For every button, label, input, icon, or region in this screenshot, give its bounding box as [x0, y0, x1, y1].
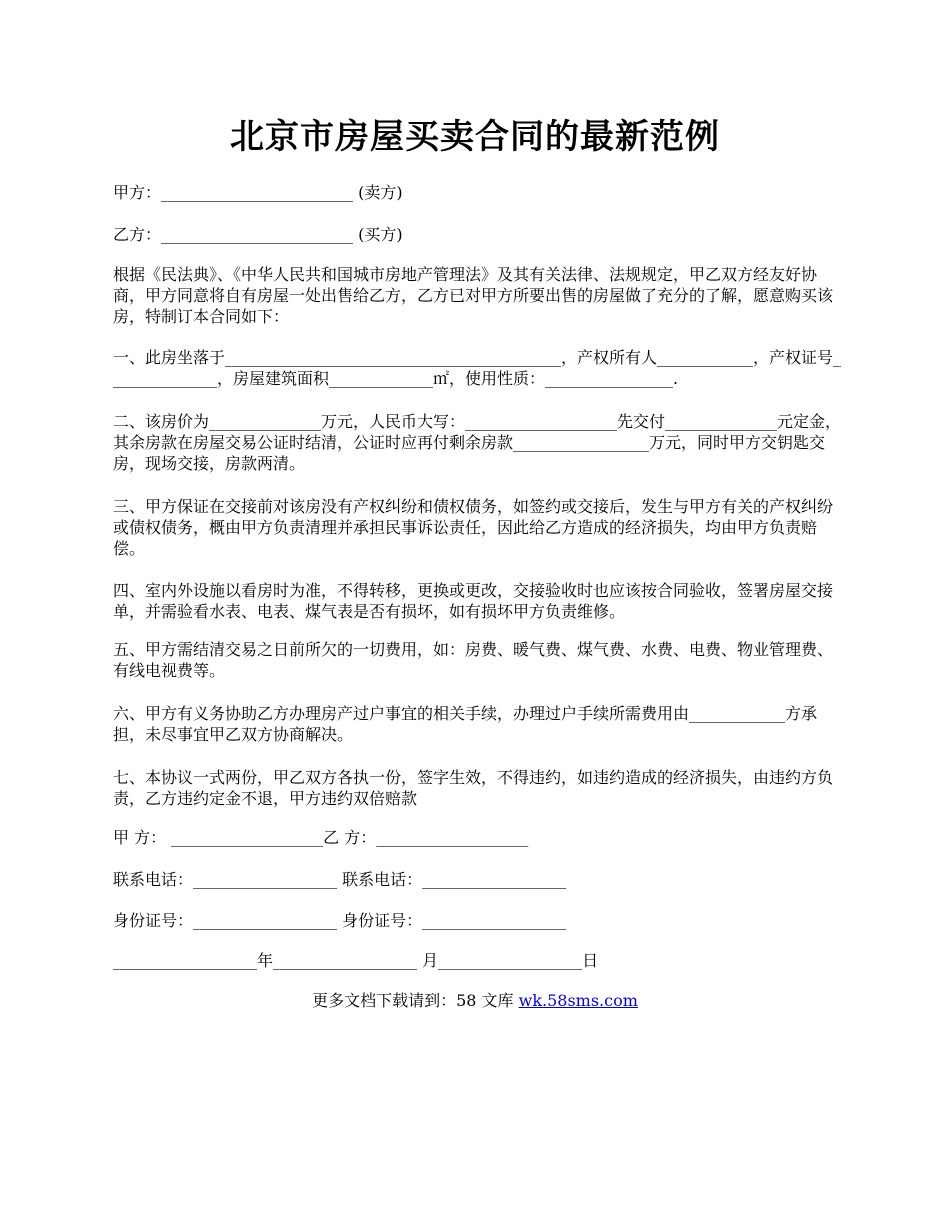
clause-5: 五、甲方需结清交易之日前所欠的一切费用，如：房费、暖气费、煤气费、水费、电费、物业管理费、有线电视费等。 [113, 640, 834, 680]
party-b-line: 乙方：________________________ (买方) [113, 225, 403, 244]
clause-6: 六、甲方有义务协助乙方办理房产过户事宜的相关手续，办理过户手续所需费用由____________方承担，未尽事宜甲乙双方协商解决。 [113, 704, 818, 744]
clause-3: 三、甲方保证在交接前对该房没有产权纠纷和债权债务，如签约或交接后，发生与甲方有关的产权纠纷或债权债务，概由甲方负责清理并承担民事诉讼责任，因此给乙方造成的经济损失，均由甲方负责赔偿。 [113, 497, 834, 558]
intro-paragraph: 根据《民法典》、《中华人民共和国城市房地产管理法》及其有关法律、法规规定，甲乙双方经友好协商，甲方同意将自有房屋一处出售给乙方，乙方已对甲方所要出售的房屋做了充分的了解，愿意购买该房，特制订本合同如下： [113, 265, 834, 326]
clause-1: 一、此房坐落于__________________________________________，产权所有人____________，产权证号______________，房屋建筑面积_____________㎡，使用性质：________________. [113, 348, 842, 388]
signature-parties-line: 甲 方： ___________________乙 方：___________________ [113, 828, 529, 847]
signature-phone-line: 联系电话：__________________ 联系电话：__________________ [113, 870, 567, 889]
document-title: 北京市房屋买卖合同的最新范例 [230, 117, 720, 157]
footer-link[interactable]: wk.58sms.com [518, 991, 638, 1010]
footer [0, 990, 950, 1011]
party-a-line: 甲方：________________________ (卖方) [113, 183, 403, 202]
clause-4: 四、室内外设施以看房时为准，不得转移，更换或更改，交接验收时也应该按合同验收，签署房屋交接单，并需验看水表、电表、煤气表是否有损坏，如有损坏甲方负责维修。 [113, 581, 834, 621]
clause-2: 二、该房价为______________万元，人民币大写：___________________先交付______________元定金，其余房款在房屋交易公证时结清，公证时应再付剩余房款_________________万元，同时甲方交钥匙交房，现场交接，房款两清。 [113, 412, 842, 473]
signature-date-line: __________________年__________________ 月__________________日 [113, 951, 599, 970]
clause-7: 七、本协议一式两份，甲乙双方各执一份，签字生效，不得违约，如违约造成的经济损失，由违约方负责，乙方违约定金不退，甲方违约双倍赔款 [113, 768, 834, 808]
footer-text: 更多文档下载请到：58 文库 [312, 991, 519, 1010]
signature-id-line: 身份证号：__________________ 身份证号：__________________ [113, 911, 567, 930]
